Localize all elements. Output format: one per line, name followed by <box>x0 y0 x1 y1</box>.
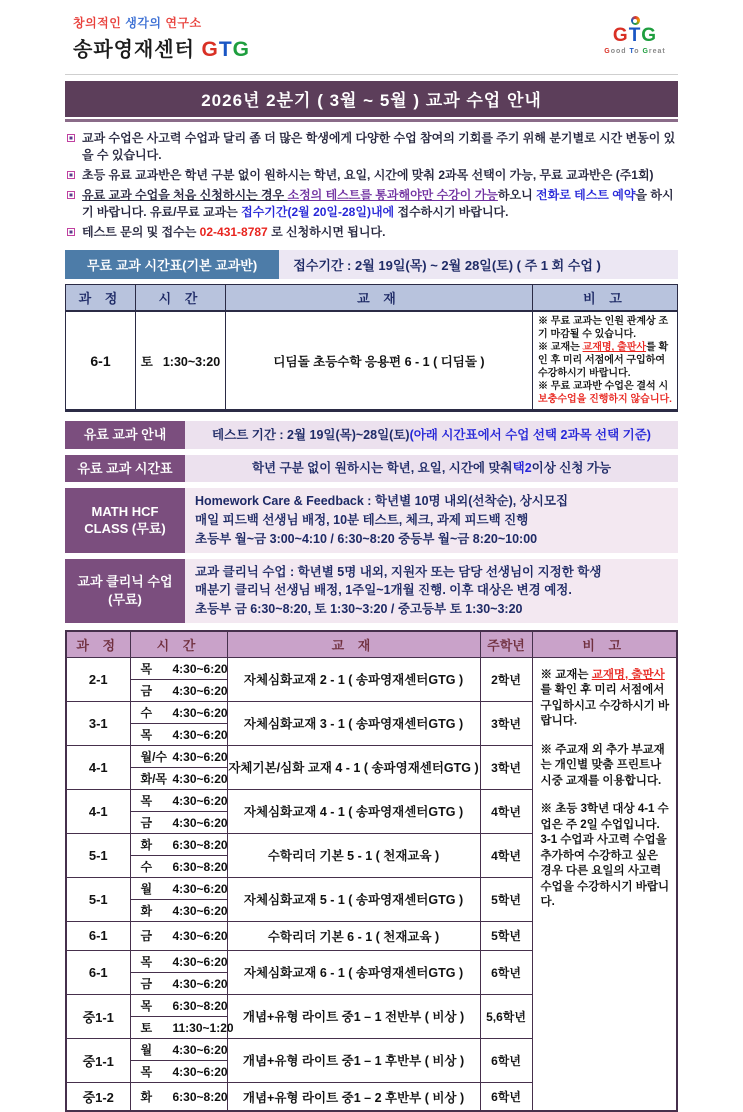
remark-note <box>541 668 671 730</box>
free-section-period: 접수기간 : 2월 19일(목) ~ 2월 28일(토) ( 주 1 회 수업 ) <box>279 250 678 279</box>
time-cell <box>130 1060 227 1082</box>
time-label: 4:30~6:20 <box>172 976 228 991</box>
text-segment: 테스트 문의 및 접수는 <box>82 225 200 240</box>
course-cell: 4-1 <box>66 789 130 833</box>
text-segment: 학년 구분 없이 원하시는 학년, 요일, 시간에 맞춰 <box>251 461 513 476</box>
notice-list <box>67 130 678 241</box>
text-segment: 교재명, 출판사 <box>582 342 647 354</box>
time-label: 4:30~6:20 <box>172 1042 228 1057</box>
day-label: 수 <box>140 705 153 720</box>
clinic-line: 매분기 클리닉 선생님 배정, 1주일~1개월 진행. 이후 대상은 변경 예정. <box>195 583 572 598</box>
time-cell <box>130 789 227 811</box>
course-cell: 2-1 <box>66 657 130 701</box>
grade-cell: 3학년 <box>480 701 532 745</box>
day-label: 금 <box>140 815 153 830</box>
book-cell: 개념+유형 라이트 중1 – 1 후반부 ( 비상 ) <box>227 1038 480 1082</box>
remark-note <box>538 315 672 341</box>
time-label: 4:30~6:20 <box>172 705 228 720</box>
gtg-ring-icon <box>631 16 640 25</box>
time-label: 4:30~6:20 <box>172 683 228 698</box>
text-segment: 택2 <box>512 461 532 476</box>
book-cell: 자체기본/심화 교재 4 - 1 ( 송파영재센터GTG ) <box>227 745 480 789</box>
grade-cell: 6학년 <box>480 1082 532 1111</box>
day-label: 월 <box>140 1042 153 1057</box>
column-header: 시 간 <box>136 285 226 312</box>
column-header: 비 고 <box>533 285 678 312</box>
text-segment: 를 확인 후 미리 서점에서 구입하여 수강하시기 바랍니다. <box>538 342 669 380</box>
brand-logo <box>65 14 250 62</box>
remarks-cell <box>533 311 678 411</box>
time-cell <box>136 311 226 411</box>
grade-cell: 6학년 <box>480 1038 532 1082</box>
text-segment: G <box>612 25 629 46</box>
time-label: 4:30~6:20 <box>172 1064 228 1079</box>
text-segment: G <box>232 38 250 61</box>
time-cell <box>130 1082 227 1111</box>
notice-item <box>67 224 678 241</box>
time-label: 6:30~8:20 <box>172 1090 228 1105</box>
notice-item <box>67 167 678 184</box>
remark-note <box>541 743 671 790</box>
text-segment: 02-431-8787 <box>199 225 268 240</box>
grade-cell: 5학년 <box>480 921 532 950</box>
text-segment: 이상 신청 가능 <box>531 461 612 476</box>
text-segment: 로 신청하시면 됩니다. <box>267 225 386 240</box>
paid-table-header-row <box>66 631 677 658</box>
time-label: 11:30~1:20 <box>172 1020 234 1035</box>
book-cell: 자체심화교재 4 - 1 ( 송파영재센터GTG ) <box>227 789 480 833</box>
day-label: 목 <box>140 954 153 969</box>
column-header: 시 간 <box>130 631 227 658</box>
day-label: 토 <box>140 1020 153 1035</box>
math-hcf-section <box>65 488 678 552</box>
course-cell: 중1-2 <box>66 1082 130 1111</box>
grade-cell: 2학년 <box>480 657 532 701</box>
text-segment: G <box>642 48 649 55</box>
day-label: 화 <box>140 903 153 918</box>
day-label: 금 <box>140 929 153 944</box>
book-cell: 자체심화교재 6 - 1 ( 송파영재센터GTG ) <box>227 950 480 994</box>
remarks-cell <box>532 657 677 1111</box>
remark-note <box>541 802 671 911</box>
text-segment: T <box>628 25 642 46</box>
math-hcf-line: 초등부 월~금 3:00~4:10 / 6:30~8:20 중등부 월~금 8:20~10:00 <box>195 531 538 546</box>
text-segment: 소정의 테스트를 통과해야만 수강이 가능 <box>287 188 498 203</box>
math-hcf-content <box>185 488 678 552</box>
page-title: 2026년 2분기 ( 3월 ~ 5월 ) 교과 수업 안내 <box>65 81 678 117</box>
paid-info-section <box>65 421 678 449</box>
square-bullet-icon <box>67 228 75 236</box>
time-label: 4:30~6:20 <box>172 881 228 896</box>
book-cell: 개념+유형 라이트 중1 – 2 후반부 ( 비상 ) <box>227 1082 480 1111</box>
column-header: 비 고 <box>532 631 677 658</box>
course-cell: 6-1 <box>66 921 130 950</box>
notice-text <box>82 167 654 184</box>
text-segment: ※ 주교재 외 추가 부교재는 개인별 맞춤 프린트나 시중 교재를 이용합니다. <box>540 743 665 787</box>
clinic-label-line2: (무료) <box>108 591 142 607</box>
time-cell <box>130 972 227 994</box>
text-segment: ood <box>610 48 630 55</box>
book-cell: 개념+유형 라이트 중1 – 1 전반부 ( 비상 ) <box>227 994 480 1038</box>
free-table-header-row <box>66 285 678 312</box>
math-hcf-label <box>65 488 185 552</box>
day-label: 화/목 <box>140 771 168 786</box>
text-segment: 유료 교과 수업을 처음 신청하시는 경우 <box>82 188 288 203</box>
text-segment: 생각의 <box>125 16 166 30</box>
text-segment: G <box>604 48 611 55</box>
text-segment: 보충수업을 진행하지 않습니다. <box>538 394 672 406</box>
gtg-logo <box>592 14 678 55</box>
course-cell: 중1-1 <box>66 994 130 1038</box>
day-label: 목 <box>140 793 153 808</box>
time-cell <box>130 657 227 679</box>
remark-note <box>538 341 672 380</box>
square-bullet-icon <box>67 134 75 142</box>
text-segment: ※ 교재는 <box>538 342 583 354</box>
notice-text <box>82 187 678 221</box>
column-header: 과 정 <box>66 285 136 312</box>
day-label: 목 <box>140 998 153 1013</box>
day-label: 화 <box>140 837 153 852</box>
time-cell <box>130 723 227 745</box>
brand-name-text: 송파영재센터 <box>73 39 202 61</box>
time-label: 4:30~6:20 <box>172 749 228 764</box>
day-label: 수 <box>140 859 153 874</box>
text-segment: T <box>629 48 635 55</box>
text-segment: 교과 수업은 사고력 수업과 달리 좀 더 많은 학생에게 다양한 수업 참여의 기회를 주기 위해 분기별로 시간 변동이 있을 수 있습니다. <box>82 131 676 163</box>
clinic-label <box>65 559 185 623</box>
notice-item <box>67 130 678 164</box>
time-label: 4:30~6:20 <box>172 661 228 676</box>
text-segment: 초등 유료 교과반은 학년 구분 없이 원하시는 학년, 요일, 시간에 맞춰 2과목 선택이 가능, 무료 교과반은 (주1회) <box>82 168 654 183</box>
day-label: 금 <box>140 976 153 991</box>
free-class-table <box>65 284 678 412</box>
text-segment: (아래 시간표에서 수업 선택 2과목 선택 기준) <box>409 427 651 442</box>
time-cell <box>130 899 227 921</box>
time-cell <box>130 950 227 972</box>
clinic-section <box>65 559 678 623</box>
clinic-content <box>185 559 678 623</box>
text-segment: 교재명, 출판사 <box>591 668 665 681</box>
time-cell <box>130 701 227 723</box>
grade-cell: 5,6학년 <box>480 994 532 1038</box>
grade-cell: 4학년 <box>480 833 532 877</box>
time-cell <box>130 877 227 899</box>
text-segment: reat <box>648 48 666 55</box>
time-cell <box>130 1016 234 1038</box>
time-cell <box>130 1038 227 1060</box>
book-cell: 자체심화교재 3 - 1 ( 송파영재센터GTG ) <box>227 701 480 745</box>
free-section-header <box>65 250 678 279</box>
notice-text <box>82 130 678 164</box>
column-header: 주학년 <box>480 631 532 658</box>
text-segment: ※ 교재는 <box>540 668 592 681</box>
clinic-line: 교과 클리닉 수업 : 학년별 5명 내외, 지원자 또는 담당 선생님이 지정한 학생 <box>195 564 602 579</box>
time-label: 4:30~6:20 <box>172 903 228 918</box>
time-cell <box>130 833 227 855</box>
math-hcf-line: 매일 피드백 선생님 배정, 10분 테스트, 체크, 과제 피드백 진행 <box>195 513 529 528</box>
grade-cell: 5학년 <box>480 877 532 921</box>
math-hcf-label-line2: CLASS (무료) <box>84 521 166 537</box>
time-label: 4:30~6:20 <box>172 929 228 944</box>
table-row <box>66 657 677 679</box>
math-hcf-line: Homework Care & Feedback : 학년별 10명 내외(선착순), 상시모집 <box>195 494 569 509</box>
paid-timetable-content <box>185 455 678 483</box>
time-label: 4:30~6:20 <box>172 954 228 969</box>
day-label: 목 <box>140 1064 153 1079</box>
course-cell: 3-1 <box>66 701 130 745</box>
brand-tagline <box>73 14 250 31</box>
square-bullet-icon <box>67 171 75 179</box>
gtg-motto <box>592 48 678 55</box>
time-cell <box>130 811 227 833</box>
paid-info-content <box>185 421 678 449</box>
text-segment: 접수하시기 바랍니다. <box>394 205 509 220</box>
paid-class-table <box>65 630 678 1112</box>
text-segment: 을 하시기 바랍니다. 유료/무료 교과는 <box>82 188 674 220</box>
square-bullet-icon <box>67 191 75 199</box>
column-header: 교 재 <box>226 285 533 312</box>
time-cell <box>130 994 227 1016</box>
text-segment: 접수기간(2월 20일-28일)내에 <box>241 205 395 220</box>
paid-timetable-section <box>65 455 678 483</box>
time-cell <box>130 767 227 789</box>
time-cell <box>130 679 227 701</box>
course-cell: 6-1 <box>66 950 130 994</box>
day-label: 목 <box>140 727 153 742</box>
day-label: 월/수 <box>140 749 168 764</box>
free-section-label: 무료 교과 시간표(기본 교과반) <box>65 250 279 279</box>
text-segment: 를 확인 후 미리 서점에서 구입하시고 수강하시기 바랍니다. <box>540 684 670 728</box>
text-segment: G <box>641 25 658 46</box>
course-cell: 5-1 <box>66 877 130 921</box>
text-segment: ※ 초등 3학년 대상 4-1 수업은 주 2일 수업입니다. 3-1 수업과 사고력 수업을 추가하여 수강하고 싶은 경우 다른 요일의 사고력 수업을 수강하시기 바랍니다. <box>540 803 670 909</box>
paid-info-label: 유료 교과 안내 <box>65 421 185 449</box>
time-label: 6:30~8:20 <box>172 998 228 1013</box>
header-divider <box>65 74 678 75</box>
time-label: 6:30~8:20 <box>172 859 228 874</box>
day-label: 월 <box>140 881 153 896</box>
text-segment: ※ 무료 교과반 수업은 결석 시 <box>538 381 669 393</box>
time-label: 4:30~6:20 <box>172 815 228 830</box>
text-segment: o <box>634 48 643 55</box>
gtg-logo-text <box>592 26 678 45</box>
text-segment: 전화로 테스트 예약 <box>536 188 636 203</box>
time-label: 4:30~6:20 <box>172 727 228 742</box>
book-cell: 수학리더 기본 6 - 1 ( 천재교육 ) <box>227 921 480 950</box>
book-cell: 자체심화교재 5 - 1 ( 송파영재센터GTG ) <box>227 877 480 921</box>
time-label: 6:30~8:20 <box>172 837 228 852</box>
clinic-line: 초등부 금 6:30~8:20, 토 1:30~3:20 / 중고등부 토 1:30~3:20 <box>195 602 523 617</box>
course-cell: 중1-1 <box>66 1038 130 1082</box>
title-underline <box>65 119 678 122</box>
day-label: 화 <box>140 1090 153 1105</box>
course-cell: 4-1 <box>66 745 130 789</box>
text-segment: 연구소 <box>165 16 202 30</box>
grade-cell: 3학년 <box>480 745 532 789</box>
grade-cell: 4학년 <box>480 789 532 833</box>
course-cell: 6-1 <box>66 311 136 411</box>
header <box>65 14 678 72</box>
book-cell: 디딤돌 초등수학 응용편 6 - 1 ( 디딤돌 ) <box>226 311 533 411</box>
column-header: 교 재 <box>227 631 480 658</box>
text-segment: 테스트 기간 : 2월 19일(목)~28일(토) <box>212 427 410 442</box>
text-segment: G <box>201 38 219 61</box>
time-label: 4:30~6:20 <box>172 793 228 808</box>
time-label: 1:30~3:20 <box>162 354 221 369</box>
text-segment: 하오니 <box>497 188 537 203</box>
time-label: 4:30~6:20 <box>172 771 228 786</box>
paid-timetable-label: 유료 교과 시간표 <box>65 455 185 483</box>
time-cell <box>130 855 227 877</box>
time-cell <box>130 745 227 767</box>
course-cell: 5-1 <box>66 833 130 877</box>
day-label: 목 <box>140 661 153 676</box>
notice-text <box>82 224 385 241</box>
book-cell: 수학리더 기본 5 - 1 ( 천재교육 ) <box>227 833 480 877</box>
math-hcf-label-line1: MATH HCF <box>91 503 159 519</box>
text-segment: T <box>218 38 233 61</box>
table-row <box>66 311 678 411</box>
clinic-label-line1: 교과 클리닉 수업 <box>77 574 173 590</box>
book-cell: 자체심화교재 2 - 1 ( 송파영재센터GTG ) <box>227 657 480 701</box>
brand-name-gtg <box>201 39 250 61</box>
time-cell <box>130 921 227 950</box>
remark-note <box>538 380 672 406</box>
day-label: 토 <box>140 354 153 369</box>
text-segment: 창의적인 <box>73 16 126 30</box>
column-header: 과 정 <box>66 631 130 658</box>
grade-cell: 6학년 <box>480 950 532 994</box>
notice-item <box>67 187 678 221</box>
day-label: 금 <box>140 683 153 698</box>
text-segment: ※ 무료 교과는 인원 관계상 조기 마감될 수 있습니다. <box>538 316 669 341</box>
brand-name <box>73 33 250 62</box>
